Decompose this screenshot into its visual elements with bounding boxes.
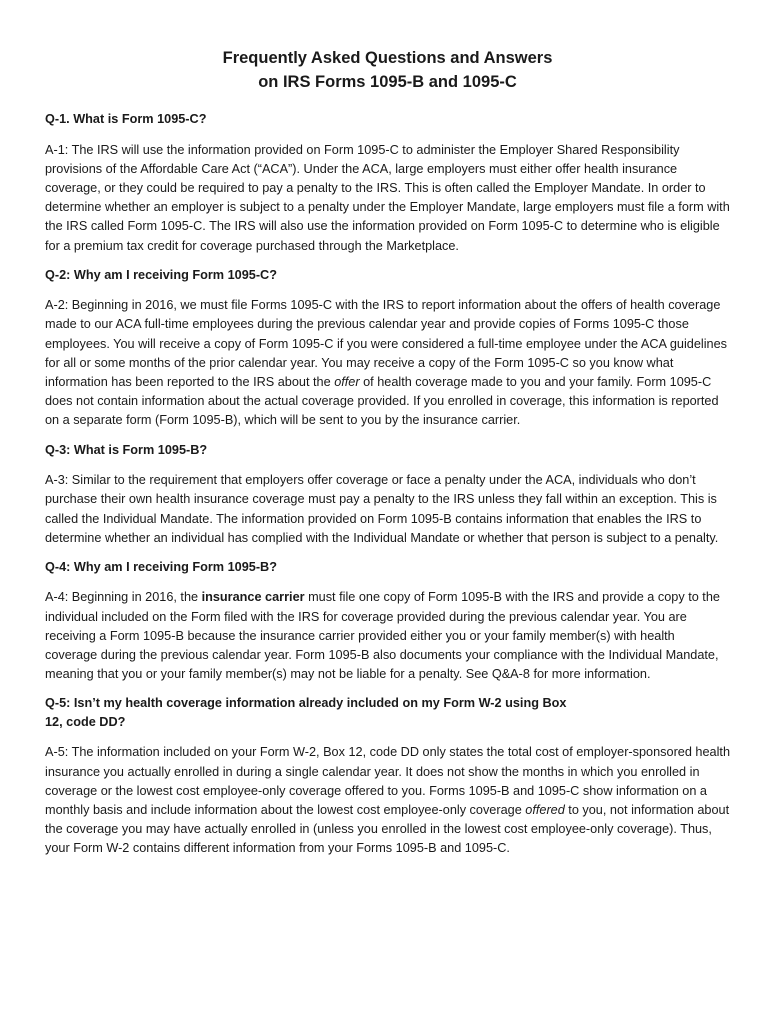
question-1: Q-1. What is Form 1095-C?: [45, 112, 207, 126]
question-5: [45, 694, 730, 731]
answer-4-emphasis-insurance-carrier: insurance carrier: [201, 590, 305, 605]
answer-5: [45, 743, 730, 858]
document-title-line-2: on IRS Forms 1095-B and 1095-C: [258, 73, 517, 91]
document-title: [45, 46, 730, 94]
faq-document: [45, 46, 730, 869]
faq-item-5: [45, 694, 730, 858]
answer-3: A-3: Similar to the requirement that employers offer coverage or face a penalty under the ACA, individuals who don’t purchase their own health insurance coverage must pay a penalty to the IRS unless they fall within an exception. This is called the Individual Mandate. The information provided on Form 1095-B contains information that enables the IRS to determine whether an individual has complied with the Individual Mandate or whether that person is subject to a penalty.: [45, 473, 719, 545]
question-3: Q-3: What is Form 1095-B?: [45, 442, 208, 457]
answer-2-text-a: A-2: Beginning in 2016, we must file Forms 1095-C with the IRS to report information about the offers of health coverage made to our ACA full-time employees during the previous calendar year and provide copies of Forms 1095-C those employees. You will receive a copy of Form 1095-C if you were considered a full-time employee under the ACA guidelines for all or some months of the prior calendar year. You may receive a copy of the Form 1095-C so you know what information has been reported to the IRS about the: [45, 298, 727, 390]
question-2: Q-2: Why am I receiving Form 1095-C?: [45, 267, 277, 282]
answer-2-text-b: of health coverage made to you and your family. Form 1095-C does not contain information about the actual coverage provided. If you enrolled in coverage, this information is reported on a separate form (Form 1095-B), which will be sent to you by the insurance carrier.: [45, 375, 719, 428]
faq-item-2: [45, 266, 730, 431]
answer-5-text-b: to you, not information about the coverage you may have actually enrolled in (unless you enrolled in the lowest cost employee-only coverage). Thus, your Form W-2 contains different information from your Forms 1095-B and 1095-C.: [45, 803, 730, 856]
question-4: Q-4: Why am I receiving Form 1095-B?: [45, 559, 277, 574]
document-title-line-1: Frequently Asked Questions and Answers: [222, 49, 553, 67]
faq-item-3: [45, 441, 730, 548]
answer-4-text-a: A-4: Beginning in 2016, the: [45, 590, 202, 605]
answer-2: [45, 296, 730, 430]
question-5-line-1: Q-5: Isn’t my health coverage information already included on my Form W-2 using Box: [45, 696, 567, 711]
answer-5-text-a: A-5: The information included on your Form W-2, Box 12, code DD only states the total cost of employer-sponsored health insurance you actually enrolled in during a single calendar year. It does not show the months in which you enrolled in coverage or the lowest cost employee-only coverage offered to you. Forms 1095-B and 1095-C show information on a monthly basis and include information about the lowest cost employee-only coverage: [45, 745, 731, 818]
answer-2-emphasis-offer: offer: [334, 375, 360, 390]
answer-1: A-1: The IRS will use the information provided on Form 1095-C to administer the Employer Shared Responsibility provisions of the Affordable Care Act (“ACA”). Under the ACA, large employers must either offer health insurance coverage, or they could be required to pay a penalty to the IRS. This is often called the Employer Mandate. In order to determine whether an employer is subject to a penalty under the Employer Mandate, large employers must file a form with the IRS called Form 1095-C. The IRS will also use the information provided on Form 1095-C to determine who is eligible for a premium tax credit for coverage purchased through the Marketplace.: [45, 142, 730, 253]
answer-4: [45, 588, 730, 684]
answer-5-emphasis-offered: offered: [525, 803, 565, 818]
question-5-line-2: 12, code DD?: [45, 714, 126, 729]
faq-item-4: [45, 558, 730, 685]
faq-item-1: [45, 110, 730, 256]
answer-4-text-b: must file one copy of Form 1095-B with the IRS and provide a copy to the individual included on the Form filed with the IRS for coverage provided during the previous calendar year. You are receiving a Form 1095-B because the insurance carrier provided either you or your family member(s) with health coverage during the previous calendar year. Form 1095-B also documents your compliance with the Individual Mandate, meaning that you or your family member(s) may not be liable for a penalty. See Q&A-8 for more information.: [45, 590, 720, 682]
